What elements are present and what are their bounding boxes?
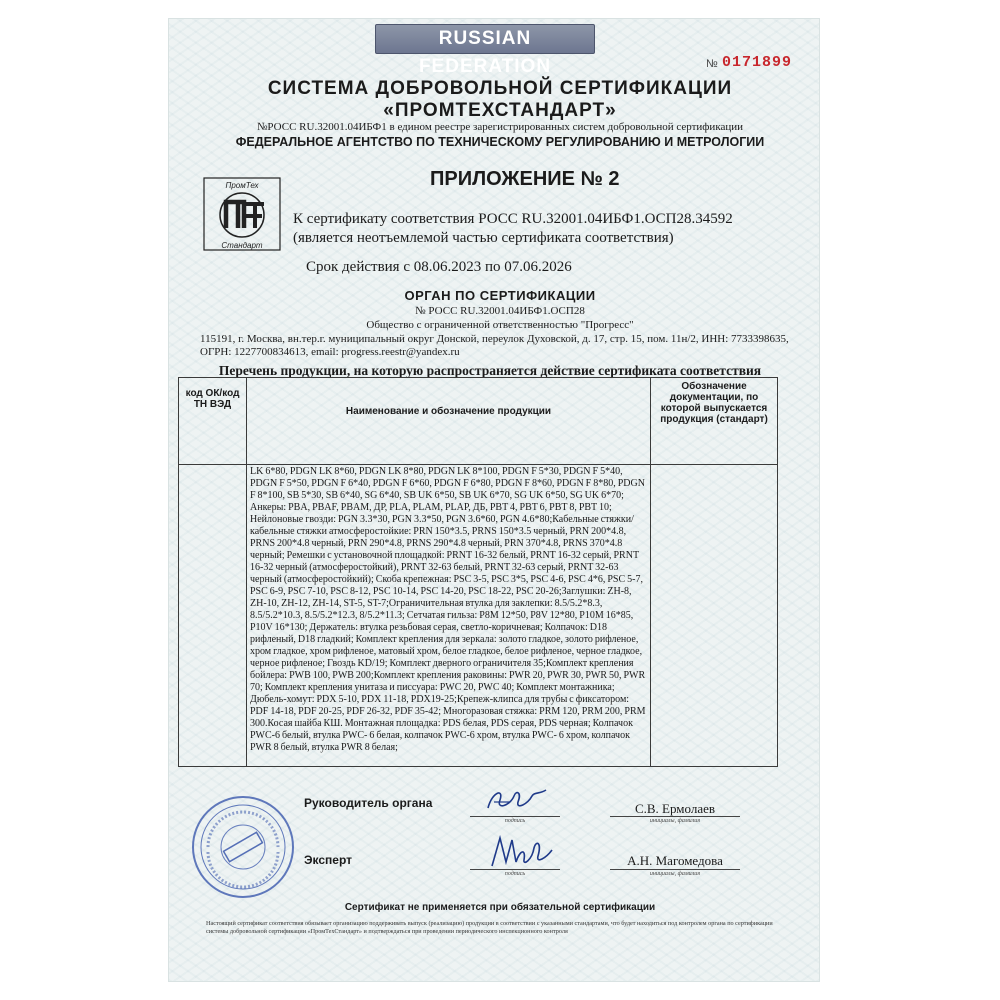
column-header-code: код ОК/код ТН ВЭД [179, 378, 247, 465]
integral-part-note: (является неотъемлемой частью сертификата соответствия) [293, 230, 674, 246]
column-header-name: Наименование и обозначение продукции [247, 378, 651, 465]
code-cell [179, 465, 247, 767]
agency-line: ФЕДЕРАЛЬНОЕ АГЕНТСТВО ПО ТЕХНИЧЕСКОМУ РЕГУЛИРОВАНИЮ И МЕТРОЛОГИИ [235, 135, 765, 149]
country-banner: RUSSIAN FEDERATION [375, 24, 595, 54]
organ-name: Общество с ограниченной ответственностью "Прогресс" [366, 319, 634, 331]
validity-period: Срок действия с 08.06.2023 по 07.06.2026 [306, 259, 572, 275]
not-applied-note: Сертификат не применяется при обязательной сертификации [344, 902, 656, 913]
logo-top-text: ПромТех [225, 181, 259, 190]
expert-signature-caption: подпись [504, 871, 526, 877]
head-of-organ-label: Руководитель органа [304, 796, 433, 810]
expert-name: А.Н. Магомедова [627, 853, 723, 868]
expert-name-line [610, 869, 740, 870]
expert-name-caption: инициалы, фамилия [649, 871, 701, 877]
product-list-title: Перечень продукции, на которую распространяется действие сертификата соответствия [218, 363, 762, 378]
organ-title: ОРГАН ПО СЕРТИФИКАЦИИ [404, 288, 596, 303]
products-cell: LK 6*80, PDGN LK 8*60, PDGN LK 8*80, PDGN LK 8*100, PDGN F 5*30, PDGN F 5*40, PDGN F 5*50, PDGN F 6*40, PDGN F 6*60, PDGN F 6*80, PDGN F 8*60, PDGN F 8*80, PDGN F 8*100, SB 5*30, SB 6*40, SG 6*40, SB UK 6*50, SB UK 6*70, SG UK 6*50, SG UK 6*70; Анкеры: PBA, PBAF, PBAM, ДР, PLA, PLAM, PLAP, ДБ, PBT 4, PBT 6, PBT 8, PBT 10; Нейлоновые гвозди: PGN 3.3*30, PGN 3.3*50, PGN 3.6*60, PGN 4.6*80;Кабельные стяжки/кабельные стяжки атмосферостойкие: PRN 150*3.5, PRNS 150*3.5 черный, PRN 200*4.8, PRNS 200*4.8 черный, PRN 290*4.8, PRNS 290*4.8 черный, PRN 370*4.8, PRNS 370*4.8 черный; Ремешки с установочной площадкой: PRNT 16-32 белый, PRNT 16-32 серый, PRNT 16-32 черный (атмосферостойкий), PRNT 32-63 белый, PRNT 32-63 серый, PRNT 32-63 черный (атмосферостойкий); Скоба крепежная: PSC 3-5, PSC 3*5, PSC 4-6, PSC 4*6, PSC 5-7, PSC 6-9, PSC 7-10, PSC 8-12, PSC 10-14, PSC 14-20, PSC 18-22, PSC 20-26;Заглушки: ZH-8, ZH-10, ZH-12, ZH-14, ST-5, ST-7;Ограничительная втулка для заклепки: 8.5/5.2*8.3, 8.5/5.2*10.3, 8.5/5.2*12.3, 8/5.2*11.3; Сетчатая гильза: P8M 12*50, P8V 12*80, P10M 16*85, P10V 16*130; Держатель: втулка резьбовая серая, светло-коричневая; Колпачок: D18 рифленый, D18 гладкий; Комплект крепления для зеркала: золото гладкое, золото рифленое, хром гладкое, хром рифленое, матовый хром, белое гладкое, белое рифленое, черное гладкое, черное рифленое; Гвоздь KD/19; Комплект дверного ограничителя 35;Комплект крепления бойлера: PWB 100, PWB 200;Комплект крепления раковины: PWR 20, PWR 30, PWR 50, PWR 70; Комплект крепления унитаза и писсуара: PWC 20, PWC 40; Комплект монтажника; Дюбель-хомут: PDX 5-10, PDX 11-18, PDX19-25;Крепеж-клипса для трубы с фиксатором: PDF 14-18, PDF 20-25, PDF 26-32, PDF 35-42; Многоразовая стяжка: PRM 120, PRM 200, PRM 300.Косая шайба КШ. Монтажная площадка: PDS белая, PDS серая, PDS черная; Колпачок PWC-6 белый, втулка PWC- 6 белая, колпачок PWC-6 хром, втулка PWC- 6 хром, колпачок PWR 8 белый, втулка PWR 8 белая; [247, 465, 651, 767]
serial-label: № [706, 58, 718, 70]
system-name: «ПРОМТЕХСТАНДАРТ» [383, 100, 617, 121]
head-name-caption: инициалы, фамилия [649, 818, 701, 824]
table-header-row [179, 378, 778, 465]
serial-number: 0171899 [722, 54, 793, 71]
column-header-doc: Обозначение документации, по которой выпускается продукция (стандарт) [651, 378, 778, 465]
organ-address: 115191, г. Москва, вн.тер.г. муниципальный округ Донской, переулок Духовской, д. 17, стр. 15, пом. 11н/2, ИНН: 7733398635, ОГРН: 1227700834613, email: progress.reestr@yandex.ru [200, 333, 789, 358]
system-title: СИСТЕМА ДОБРОВОЛЬНОЙ СЕРТИФИКАЦИИ [267, 78, 733, 99]
registry-line: №РОСС RU.32001.04ИБФ1 в едином реестре зарегистрированных систем добровольной сертификации [256, 121, 744, 133]
head-signature-icon [480, 782, 552, 818]
footer-footnote: Настоящий сертификат соответствия обязывает организацию поддерживать выпуск (реализацию) продукции в соответствии с указанными стандартами, что будет находиться под контролем органа по сертификации системы добровольной сертификации «ПромТехСтандарт» и подтверждаться при проведении периодического инспекционного контроля [206, 920, 773, 935]
table-row [179, 465, 778, 767]
expert-signature-icon [486, 832, 556, 872]
head-name: С.В. Ермолаев [634, 801, 716, 816]
expert-label: Эксперт [304, 853, 353, 867]
product-table [178, 377, 778, 767]
head-signature-caption: подпись [504, 818, 526, 824]
appendix-title: ПРИЛОЖЕНИЕ № 2 [430, 168, 620, 190]
organization-stamp-icon [190, 794, 296, 900]
expert-signature-line [470, 869, 560, 870]
promtech-logo-icon [202, 176, 282, 252]
doc-cell [651, 465, 778, 767]
head-signature-line [470, 816, 560, 817]
certificate-reference: К сертификату соответствия РОСС RU.32001.04ИБФ1.ОСП28.34592 [293, 211, 733, 227]
head-name-line [610, 816, 740, 817]
organ-registration: № РОСС RU.32001.04ИБФ1.ОСП28 [415, 305, 585, 317]
logo-bottom-text: Стандарт [221, 241, 263, 250]
